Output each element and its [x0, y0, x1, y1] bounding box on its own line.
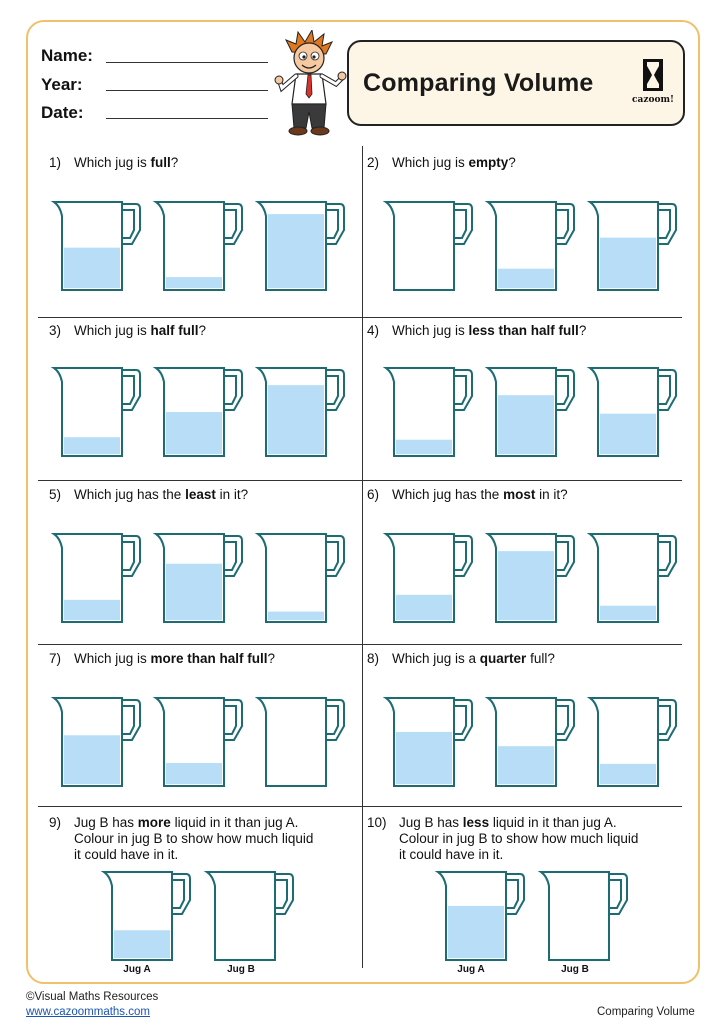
question-keyword: less than half full	[468, 323, 579, 338]
row-divider	[38, 806, 682, 807]
jug-icon	[256, 196, 346, 292]
hourglass-logo-icon	[632, 57, 674, 95]
question-text-part: Which jug is	[392, 323, 469, 338]
row-divider	[38, 480, 682, 481]
column-divider	[362, 146, 363, 968]
jug-icon	[588, 196, 678, 292]
jug-icon	[384, 362, 474, 458]
jug-icon	[52, 362, 142, 458]
question-text	[392, 487, 568, 503]
jug-icon	[486, 362, 576, 458]
liquid-level	[268, 214, 324, 288]
name-label: Name:	[41, 46, 93, 65]
jug-icon	[256, 528, 346, 624]
question-keyword: less	[462, 815, 490, 830]
question-keyword: empty	[468, 155, 509, 170]
jug-b[interactable]	[154, 196, 244, 290]
question-text-part: in it?	[215, 487, 249, 502]
jug-handle	[326, 536, 344, 576]
jug-outline	[258, 698, 326, 786]
jug-a[interactable]	[384, 528, 474, 622]
jug-b[interactable]	[205, 866, 295, 960]
jug-icon	[486, 528, 576, 624]
question-text	[392, 155, 516, 171]
year-label: Year:	[41, 75, 83, 94]
question-keyword: more	[137, 815, 171, 830]
question-number: 10)	[367, 815, 387, 830]
question-keyword: most	[503, 487, 536, 502]
jug-handle	[172, 874, 190, 914]
cazoom-logo	[632, 57, 674, 107]
jug-handle	[556, 536, 574, 576]
jug-handle	[454, 370, 472, 410]
jug-handle	[556, 700, 574, 740]
liquid-level	[268, 612, 324, 620]
jug-handle	[275, 874, 293, 914]
jug-icon	[52, 692, 142, 788]
jug-icon	[52, 528, 142, 624]
question-number: 6)	[367, 487, 380, 502]
jug-handle	[326, 700, 344, 740]
jug-handle	[224, 370, 242, 410]
jug-a[interactable]	[384, 196, 474, 290]
question-text-part: ?	[578, 323, 587, 338]
question-keyword: more than half full	[150, 651, 268, 666]
liquid-level	[600, 414, 656, 454]
jug-b[interactable]	[486, 196, 576, 290]
jug-icon	[154, 196, 244, 292]
title-box	[347, 40, 685, 126]
question-keyword: full	[150, 155, 171, 170]
question-number: 7)	[49, 651, 62, 666]
liquid-level	[64, 735, 120, 784]
question-number: 5)	[49, 487, 62, 502]
jug-handle	[326, 370, 344, 410]
jug-c[interactable]	[588, 196, 678, 290]
jug-c[interactable]	[256, 528, 346, 622]
jug-a[interactable]	[52, 362, 142, 456]
jug-icon	[154, 692, 244, 788]
jug-icon	[539, 866, 629, 962]
mascot-character-icon	[272, 30, 348, 138]
jug-handle	[658, 204, 676, 244]
liquid-level	[166, 564, 222, 620]
jug-icon	[486, 692, 576, 788]
jug-icon	[436, 866, 526, 962]
jug-b[interactable]	[486, 528, 576, 622]
row-divider	[38, 644, 682, 645]
question-text	[74, 155, 178, 171]
jug-handle	[609, 874, 627, 914]
jug-a[interactable]	[384, 692, 474, 786]
question-text	[74, 651, 275, 667]
liquid-level	[268, 385, 324, 454]
liquid-level	[396, 732, 452, 784]
jug-handle	[122, 536, 140, 576]
question-keyword: quarter	[479, 651, 527, 666]
question-number: 1)	[49, 155, 62, 170]
jug-a-label: Jug A	[123, 964, 151, 975]
jug-c[interactable]	[588, 362, 678, 456]
question-text-part: full?	[526, 651, 555, 666]
jug-b[interactable]	[486, 362, 576, 456]
jug-handle	[454, 536, 472, 576]
liquid-level	[396, 595, 452, 620]
jug-b-label: Jug B	[561, 964, 589, 975]
question-text-part: in it?	[535, 487, 568, 502]
jug-outline	[386, 202, 454, 290]
jug-outline	[156, 202, 224, 290]
liquid-level	[600, 238, 656, 288]
question-number: 8)	[367, 651, 380, 666]
question-number: 2)	[367, 155, 380, 170]
liquid-level	[166, 277, 222, 288]
question-text-part: Which jug is	[392, 155, 469, 170]
question-text-part: ?	[170, 155, 179, 170]
jug-icon	[205, 866, 295, 962]
jug-a-label: Jug A	[457, 964, 485, 975]
question-text-part: ?	[267, 651, 276, 666]
jug-icon	[52, 196, 142, 292]
question-text-part: Jug B has	[74, 815, 138, 830]
jug-c[interactable]	[588, 692, 678, 786]
date-label: Date:	[41, 103, 84, 122]
liquid-level	[600, 606, 656, 620]
name-line[interactable]	[106, 62, 268, 63]
jug-icon	[588, 528, 678, 624]
jug-handle	[658, 370, 676, 410]
liquid-level	[64, 248, 120, 288]
question-text-line: Colour in jug B to show how much liquid	[399, 831, 639, 846]
liquid-level	[498, 395, 554, 454]
jug-a[interactable]	[102, 866, 192, 960]
jug-handle	[556, 370, 574, 410]
jug-handle	[224, 536, 242, 576]
jug-handle	[454, 204, 472, 244]
jug-c[interactable]	[256, 362, 346, 456]
date-line[interactable]	[106, 118, 268, 119]
jug-b-label: Jug B	[227, 964, 255, 975]
question-text-part: Which jug has the	[392, 487, 504, 502]
question-text	[392, 651, 555, 667]
jug-outline	[258, 534, 326, 622]
jug-b[interactable]	[154, 362, 244, 456]
jug-c[interactable]	[256, 196, 346, 290]
jug-handle	[506, 874, 524, 914]
question-text-part: Which jug is	[74, 323, 151, 338]
logo-text: cazoom!	[632, 95, 674, 105]
liquid-level	[498, 551, 554, 620]
jug-a[interactable]	[436, 866, 526, 960]
jug-handle	[224, 204, 242, 244]
jug-icon	[588, 692, 678, 788]
row-divider	[38, 317, 682, 318]
copyright-text: ©Visual Maths Resources	[26, 991, 159, 1003]
liquid-level	[166, 412, 222, 454]
question-text	[74, 487, 248, 503]
question-keyword: least	[185, 487, 216, 502]
jug-b[interactable]	[539, 866, 629, 960]
question-text-part: liquid in it than jug A.	[489, 815, 617, 830]
jug-icon	[102, 866, 192, 962]
liquid-level	[396, 440, 452, 454]
question-text-part: ?	[198, 323, 207, 338]
jug-handle	[122, 204, 140, 244]
question-text	[74, 815, 313, 863]
jug-icon	[384, 196, 474, 292]
jug-icon	[256, 692, 346, 788]
question-text	[392, 323, 586, 339]
jug-icon	[588, 362, 678, 458]
question-number: 3)	[49, 323, 62, 338]
jug-icon	[486, 196, 576, 292]
liquid-level	[114, 930, 170, 958]
footer-title: Comparing Volume	[597, 1006, 695, 1018]
jug-b[interactable]	[154, 692, 244, 786]
jug-c[interactable]	[256, 692, 346, 786]
jug-handle	[556, 204, 574, 244]
question-number: 9)	[49, 815, 62, 830]
question-text-part: Jug B has	[399, 815, 463, 830]
question-text-part: ?	[508, 155, 516, 170]
question-text	[74, 323, 206, 339]
jug-icon	[384, 692, 474, 788]
jug-c[interactable]	[588, 528, 678, 622]
liquid-level	[498, 746, 554, 784]
question-text-part: Which jug has the	[74, 487, 186, 502]
jug-handle	[454, 700, 472, 740]
question-text-part: liquid in it than jug A.	[170, 815, 299, 830]
jug-handle	[122, 370, 140, 410]
jug-icon	[384, 528, 474, 624]
liquid-level	[448, 906, 504, 958]
jug-b[interactable]	[486, 692, 576, 786]
liquid-level	[64, 437, 120, 454]
question-text-part: Which jug is	[74, 651, 151, 666]
jug-handle	[658, 536, 676, 576]
jug-a[interactable]	[52, 692, 142, 786]
jug-icon	[256, 362, 346, 458]
question-text-line: Colour in jug B to show how much liquid	[74, 831, 314, 846]
jug-handle	[326, 204, 344, 244]
year-line[interactable]	[106, 90, 268, 91]
jug-b[interactable]	[154, 528, 244, 622]
question-text-part: Which jug is	[74, 155, 151, 170]
liquid-level	[498, 269, 554, 288]
page-title: Comparing Volume	[363, 69, 594, 97]
jug-outline	[207, 872, 275, 960]
liquid-level	[166, 763, 222, 784]
jug-a[interactable]	[52, 196, 142, 290]
jug-outline	[541, 872, 609, 960]
liquid-level	[600, 764, 656, 784]
question-text-part: Which jug is a	[392, 651, 480, 666]
liquid-level	[64, 600, 120, 620]
question-number: 4)	[367, 323, 380, 338]
question-keyword: half full	[150, 323, 199, 338]
question-text-line: it could have in it.	[74, 847, 179, 862]
jug-a[interactable]	[52, 528, 142, 622]
website-link[interactable]: www.cazoommaths.com	[26, 1006, 150, 1018]
jug-icon	[154, 528, 244, 624]
jug-icon	[154, 362, 244, 458]
question-text-line: it could have in it.	[399, 847, 504, 862]
jug-handle	[122, 700, 140, 740]
question-text	[399, 815, 638, 863]
jug-a[interactable]	[384, 362, 474, 456]
jug-handle	[658, 700, 676, 740]
jug-handle	[224, 700, 242, 740]
